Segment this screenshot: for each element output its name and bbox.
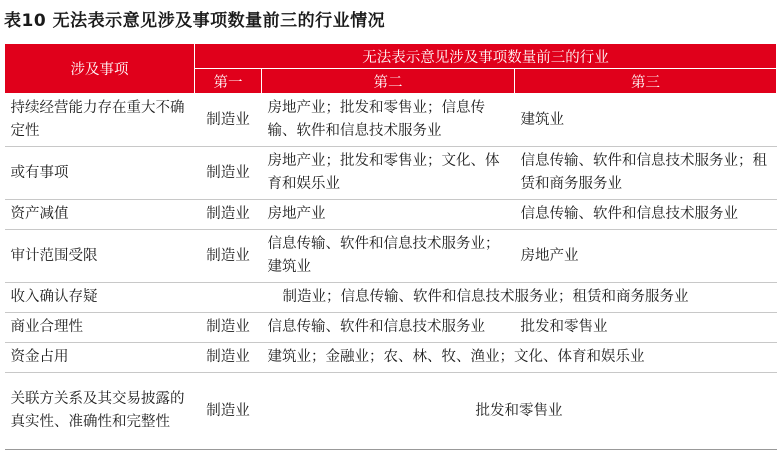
table-row bbox=[5, 313, 777, 343]
third-cell: 信息传输、软件和信息技术服务业；租赁和商务服务业 bbox=[515, 147, 777, 200]
table-row bbox=[5, 94, 777, 147]
header-third: 第三 bbox=[515, 69, 777, 94]
table-row bbox=[5, 147, 777, 200]
header-item: 涉及事项 bbox=[5, 44, 195, 94]
first-cell: 制造业 bbox=[195, 200, 262, 230]
first-cell: 制造业 bbox=[195, 313, 262, 343]
first-cell: 制造业 bbox=[195, 373, 262, 450]
table-row bbox=[5, 343, 777, 373]
table-row bbox=[5, 200, 777, 230]
table-row bbox=[5, 373, 777, 450]
item-cell: 或有事项 bbox=[5, 147, 195, 200]
header-second: 第二 bbox=[262, 69, 515, 94]
item-cell: 资金占用 bbox=[5, 343, 195, 373]
third-cell: 信息传输、软件和信息技术服务业 bbox=[515, 200, 777, 230]
third-cell: 建筑业 bbox=[515, 94, 777, 147]
table-title: 表10 无法表示意见涉及事项数量前三的行业情况 bbox=[4, 11, 386, 31]
third-cell: 批发和零售业 bbox=[515, 313, 777, 343]
item-cell: 持续经营能力存在重大不确定性 bbox=[5, 94, 195, 147]
second-cell: 房地产业；批发和零售业；文化、体育和娱乐业 bbox=[262, 147, 515, 200]
item-cell: 审计范围受限 bbox=[5, 230, 195, 283]
item-cell: 收入确认存疑 bbox=[5, 283, 195, 313]
second-cell: 房地产业；批发和零售业；信息传输、软件和信息技术服务业 bbox=[262, 94, 515, 147]
third-cell: 房地产业 bbox=[515, 230, 777, 283]
merged-cell: 制造业；信息传输、软件和信息技术服务业；租赁和商务服务业 bbox=[195, 283, 777, 313]
header-first: 第一 bbox=[195, 69, 262, 94]
first-cell: 制造业 bbox=[195, 230, 262, 283]
item-cell: 关联方关系及其交易披露的真实性、准确性和完整性 bbox=[5, 373, 195, 450]
merged-cell: 建筑业；金融业；农、林、牧、渔业；文化、体育和娱乐业 bbox=[262, 343, 777, 373]
merged-cell: 批发和零售业 bbox=[262, 373, 777, 450]
table-row bbox=[5, 283, 777, 313]
item-cell: 商业合理性 bbox=[5, 313, 195, 343]
second-cell: 房地产业 bbox=[262, 200, 515, 230]
first-cell: 制造业 bbox=[195, 343, 262, 373]
header-group: 无法表示意见涉及事项数量前三的行业 bbox=[195, 44, 777, 69]
second-cell: 信息传输、软件和信息技术服务业 bbox=[262, 313, 515, 343]
first-cell: 制造业 bbox=[195, 147, 262, 200]
item-cell: 资产减值 bbox=[5, 200, 195, 230]
second-cell: 信息传输、软件和信息技术服务业；建筑业 bbox=[262, 230, 515, 283]
first-cell: 制造业 bbox=[195, 94, 262, 147]
table-row bbox=[5, 230, 777, 283]
industry-table bbox=[4, 43, 777, 450]
